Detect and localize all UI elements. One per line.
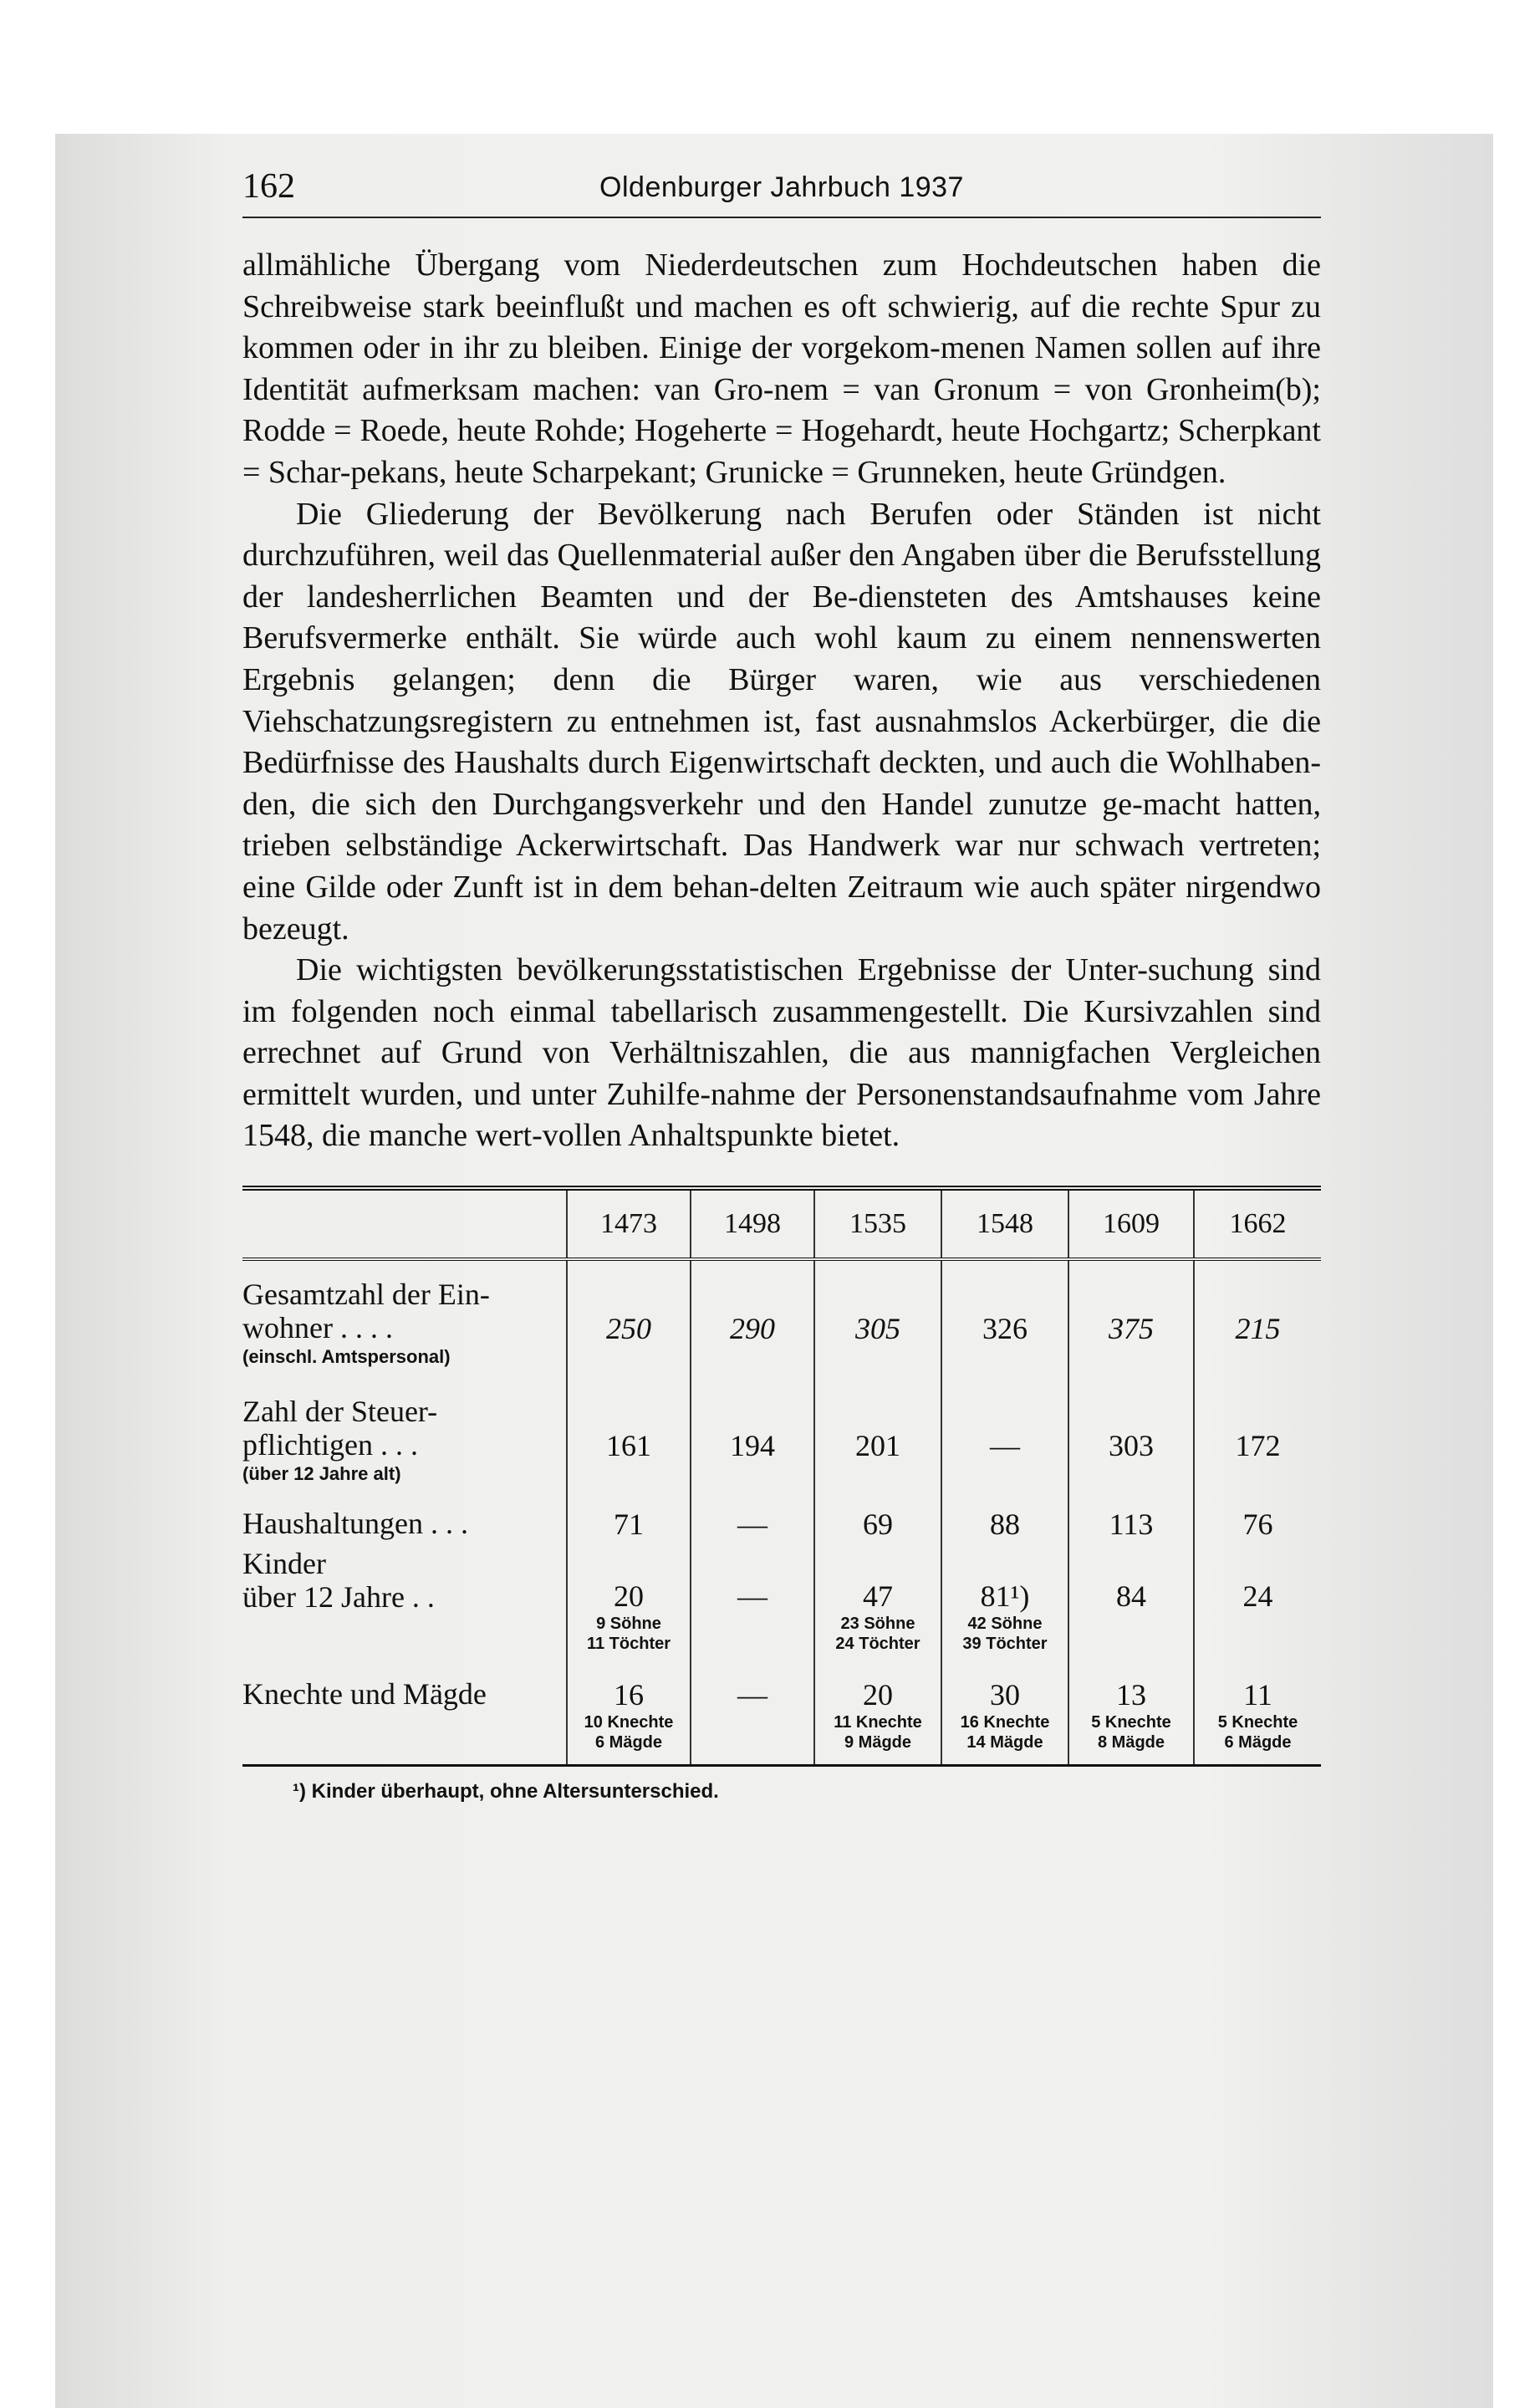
table-cell: 20 — [863, 1678, 893, 1712]
table-header-row — [242, 1188, 1321, 1259]
cell-detail: 23 Söhne — [840, 1615, 915, 1634]
table-cell: 16 — [614, 1678, 644, 1712]
row-label-text: Gesamtzahl der Ein-wohner . . . . — [242, 1278, 490, 1345]
row-label — [242, 1547, 566, 1614]
running-title: Oldenburger Jahrbuch 1937 — [599, 171, 964, 203]
cell-detail: 24 Töchter — [835, 1635, 920, 1654]
table-row-einwohner — [242, 1259, 1321, 1370]
cell-detail: 5 Knechte — [1091, 1713, 1171, 1732]
table-row-steuerpflichtige — [242, 1370, 1321, 1495]
footnote: ¹) Kinder überhaupt, ohne Altersunterschied. — [293, 1780, 719, 1803]
book-page — [242, 163, 1321, 1803]
cell-detail: 11 Töchter — [586, 1635, 671, 1654]
table-cell: 11 — [1243, 1678, 1272, 1712]
row-label — [242, 1278, 566, 1370]
year-header: 1535 — [814, 1188, 941, 1259]
table-cell: — — [737, 1678, 767, 1712]
cell-detail: 9 Mägde — [844, 1733, 912, 1752]
population-table — [242, 1186, 1321, 1767]
year-header: 1548 — [941, 1188, 1068, 1259]
row-label-line: Kinder — [242, 1547, 326, 1581]
table-cell: 305 — [855, 1312, 900, 1346]
row-label-text: Zahl der Steuer-pflichtigen . . . — [242, 1395, 438, 1462]
table-cell: — — [990, 1429, 1020, 1463]
table-cell: 290 — [730, 1312, 775, 1346]
table-cell: 30 — [990, 1678, 1020, 1712]
cell-detail: 9 Söhne — [596, 1615, 661, 1634]
table-row-kinder — [242, 1547, 1321, 1654]
body-text — [242, 245, 1321, 1157]
paragraph-2: Die Gliederung der Bevölkerung nach Berufen oder Ständen ist nicht durchzuführen, weil das Quellenmaterial außer den Angaben über die Berufsstellung der landesherrlichen Beamten und der Be-diensteten des Amtshauses keine Berufsvermerke enthält. Sie würde auch wohl kaum zu einem nennenswerten Ergebnis gelangen; denn die Bürger waren, wie aus verschiedenen Viehschatzungsregistern zu entnehmen ist, fast ausnahmslos Ackerbürger, die die Bedürfnisse des Haushalts durch Eigenwirtschaft deckten, und auch die Wohlhaben-den, die sich den Durchgangsverkehr und den Handel zunutze ge-macht hatten, trieben selbständige Ackerwirtschaft. Das Handwerk war nur schwach vertreten; eine Gilde oder Zunft ist in dem behan-delten Zeitraum wie auch später nirgendwo bezeugt. — [242, 496, 1321, 946]
page-header — [242, 163, 1321, 218]
table-cell: — — [737, 1508, 767, 1542]
table-row-knechte-maegde — [242, 1654, 1321, 1766]
table-cell: 194 — [730, 1429, 775, 1463]
table-cell: 250 — [606, 1312, 651, 1346]
table-cell: 13 — [1116, 1678, 1146, 1712]
header-empty — [242, 1188, 567, 1259]
table-cell: 20 — [614, 1579, 644, 1614]
cell-detail: 14 Mägde — [966, 1733, 1043, 1752]
cell-detail: 6 Mägde — [594, 1733, 663, 1752]
year-header: 1473 — [567, 1188, 691, 1259]
paragraph-1: allmähliche Übergang vom Niederdeutschen zum Hochdeutschen haben die Schreibweise stark beeinflußt und machen es oft schwierig, auf die rechte Spur zu kommen oder in ihr zu bleiben. Einige der vorgekom-menen Namen sollen auf ihre Identität aufmerksam machen: van Gro-nem = van Gronum = von Gronheim(b); Rodde = Roede, heute Rohde; Hogeherte = Hogehardt, heute Hochgartz; Scherpkant = Schar-pekans, heute Scharpekant; Grunicke = Grunneken, heute Gründgen. — [242, 247, 1321, 490]
year-header: 1662 — [1194, 1188, 1321, 1259]
cell-detail: 39 Töchter — [962, 1635, 1048, 1654]
paragraph-3: Die wichtigsten bevölkerungsstatistischen Ergebnisse der Unter-suchung sind im folgenden noch einmal tabellarisch zusammengestellt. Die Kursivzahlen sind errechnet auf Grund von Verhältniszahlen, die aus mannigfachen Vergleichen ermittelt wurden, und unter Zuhilfe-nahme der Personenstandsaufnahme vom Jahre 1548, die manche wert-vollen Anhaltspunkte bietet. — [242, 952, 1321, 1154]
table-cell: 113 — [1109, 1508, 1154, 1542]
cell-detail: 16 Knechte — [960, 1713, 1050, 1732]
row-label — [242, 1395, 566, 1487]
table-row-haushaltungen — [242, 1495, 1321, 1547]
table-cell: 69 — [863, 1508, 893, 1542]
table-cell: 47 — [863, 1579, 893, 1614]
cell-detail: 5 Knechte — [1217, 1713, 1298, 1732]
table-cell: 375 — [1109, 1312, 1154, 1346]
row-label-sub: (einschl. Amtspersonal) — [242, 1346, 451, 1368]
table-cell: 76 — [1242, 1508, 1273, 1542]
table-cell: 201 — [855, 1429, 900, 1463]
cell-detail: 11 Knechte — [834, 1713, 922, 1732]
table-cell: 84 — [1116, 1579, 1146, 1614]
table-cell: 303 — [1109, 1429, 1154, 1463]
cell-detail: 6 Mägde — [1224, 1733, 1292, 1752]
table-cell: 81¹) — [980, 1579, 1030, 1614]
year-header: 1498 — [691, 1188, 814, 1259]
row-label: Knechte und Mägde — [242, 1677, 487, 1712]
row-label: Haushaltungen . . . — [242, 1507, 468, 1541]
table-cell: 215 — [1235, 1312, 1281, 1346]
year-header: 1609 — [1068, 1188, 1194, 1259]
page-number: 162 — [242, 167, 295, 206]
table-cell: 161 — [606, 1429, 651, 1463]
row-label-line: über 12 Jahre . . — [242, 1580, 435, 1615]
table-cell: — — [737, 1579, 767, 1614]
table-cell: 24 — [1242, 1579, 1273, 1614]
cell-detail: 10 Knechte — [584, 1713, 674, 1732]
table-cell: 88 — [990, 1508, 1020, 1542]
table-cell: 71 — [614, 1508, 644, 1542]
cell-detail: 42 Söhne — [967, 1615, 1043, 1634]
row-label-sub: (über 12 Jahre alt) — [242, 1463, 401, 1485]
table-cell: 172 — [1235, 1429, 1281, 1463]
table-cell: 326 — [982, 1312, 1028, 1346]
cell-detail: 8 Mägde — [1097, 1733, 1165, 1752]
